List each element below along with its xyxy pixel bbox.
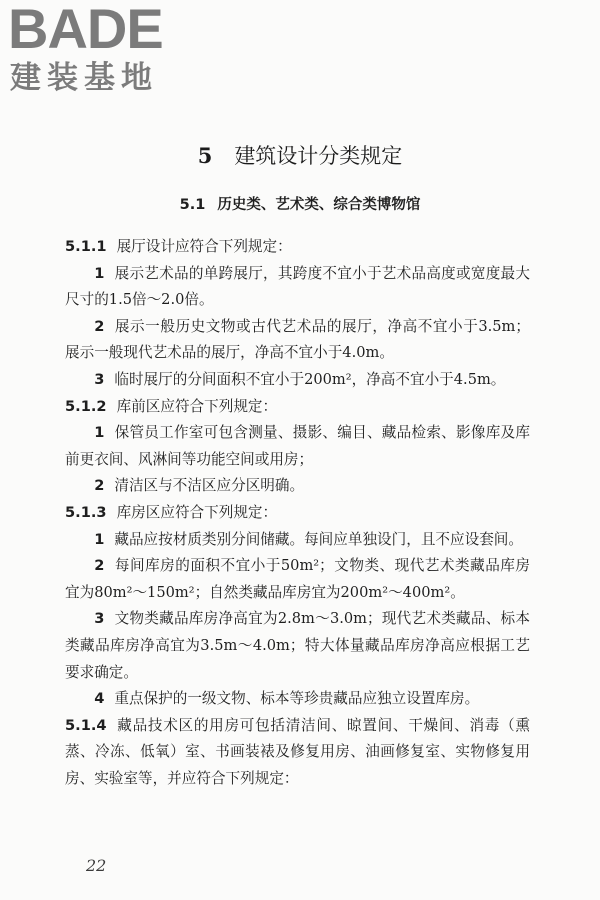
section-title bbox=[0, 194, 600, 216]
section-title-text: 历史类、艺术类、综合类博物馆 bbox=[217, 197, 421, 213]
item-text: 临时展厅的分间面积不宜小于200m²，净高不宜小于4.5m。 bbox=[114, 370, 506, 388]
clause-item bbox=[65, 606, 530, 686]
section-number: 5.1 bbox=[179, 197, 206, 213]
clause bbox=[65, 234, 530, 261]
clause bbox=[65, 713, 530, 793]
bade-logo bbox=[8, 2, 178, 98]
clause-number: 5.1.4 bbox=[65, 716, 107, 734]
item-number: 3 bbox=[94, 370, 105, 388]
item-number: 2 bbox=[94, 317, 105, 335]
page-number: 22 bbox=[86, 856, 107, 875]
item-text: 每间库房的面积不宜小于50m²；文物类、现代艺术类藏品库房宜为80m²～150m²；自然类藏品库房宜为200m²～400m²。 bbox=[65, 557, 530, 601]
clause-item bbox=[65, 261, 530, 314]
item-number: 1 bbox=[94, 530, 105, 548]
item-text: 展示一般历史文物或古代艺术品的展厅，净高不宜小于3.5m；展示一般现代艺术品的展厅，净高不宜小于4.0m。 bbox=[65, 317, 530, 362]
clause-item bbox=[65, 314, 530, 367]
document-body bbox=[65, 234, 530, 792]
item-number: 2 bbox=[94, 477, 105, 495]
chapter-title bbox=[0, 142, 600, 170]
clause bbox=[65, 394, 530, 421]
clause bbox=[65, 500, 530, 527]
item-number: 1 bbox=[94, 424, 105, 442]
clause-item bbox=[65, 527, 530, 554]
item-number: 2 bbox=[94, 557, 105, 575]
item-text: 展示艺术品的单跨展厅，其跨度不宜小于艺术品高度或宽度最大尺寸的1.5倍～2.0倍。 bbox=[65, 264, 530, 309]
clause-item bbox=[65, 686, 530, 713]
item-text: 清洁区与不洁区应分区明确。 bbox=[114, 477, 305, 495]
clause-number: 5.1.1 bbox=[65, 238, 107, 255]
clause-item bbox=[65, 420, 530, 473]
clause-item bbox=[65, 367, 530, 394]
item-number: 4 bbox=[94, 690, 105, 708]
clause-text: 藏品技术区的用房可包括清洁间、晾置间、干燥间、消毒（熏蒸、冷冻、低氧）室、书画装裱及修复用房、油画修复室、实物修复用房、实验室等，并应符合下列规定： bbox=[65, 716, 530, 787]
item-text: 文物类藏品库房净高宜为2.8m～3.0m；现代艺术类藏品、标本类藏品库房净高宜为3.5m～4.0m；特大体量藏品库房净高应根据工艺要求确定。 bbox=[65, 610, 530, 681]
clause-text: 库前区应符合下列规定： bbox=[116, 397, 278, 415]
chapter-number: 5 bbox=[197, 143, 213, 168]
clause-item bbox=[65, 553, 530, 606]
clause-item bbox=[65, 473, 530, 500]
logo-subtitle: 建装基地 bbox=[10, 60, 158, 96]
clause-text: 库房区应符合下列规定： bbox=[116, 503, 278, 521]
item-number: 1 bbox=[94, 264, 105, 282]
item-number: 3 bbox=[94, 610, 105, 628]
clause-text: 展厅设计应符合下列规定： bbox=[116, 238, 292, 255]
clause-number: 5.1.2 bbox=[65, 397, 107, 415]
logo-wordmark: BADE bbox=[8, 0, 163, 60]
item-text: 重点保护的一级文物、标本等珍贵藏品应独立设置库房。 bbox=[114, 690, 480, 708]
chapter-title-text: 建筑设计分类规定 bbox=[234, 144, 403, 168]
clause-number: 5.1.3 bbox=[65, 503, 107, 521]
item-text: 保管员工作室可包含测量、摄影、编目、藏品检索、影像库及库前更衣间、风淋间等功能空间或用房； bbox=[65, 424, 530, 468]
item-text: 藏品应按材质类别分间储藏。每间应单独设门，且不应设套间。 bbox=[114, 530, 523, 548]
